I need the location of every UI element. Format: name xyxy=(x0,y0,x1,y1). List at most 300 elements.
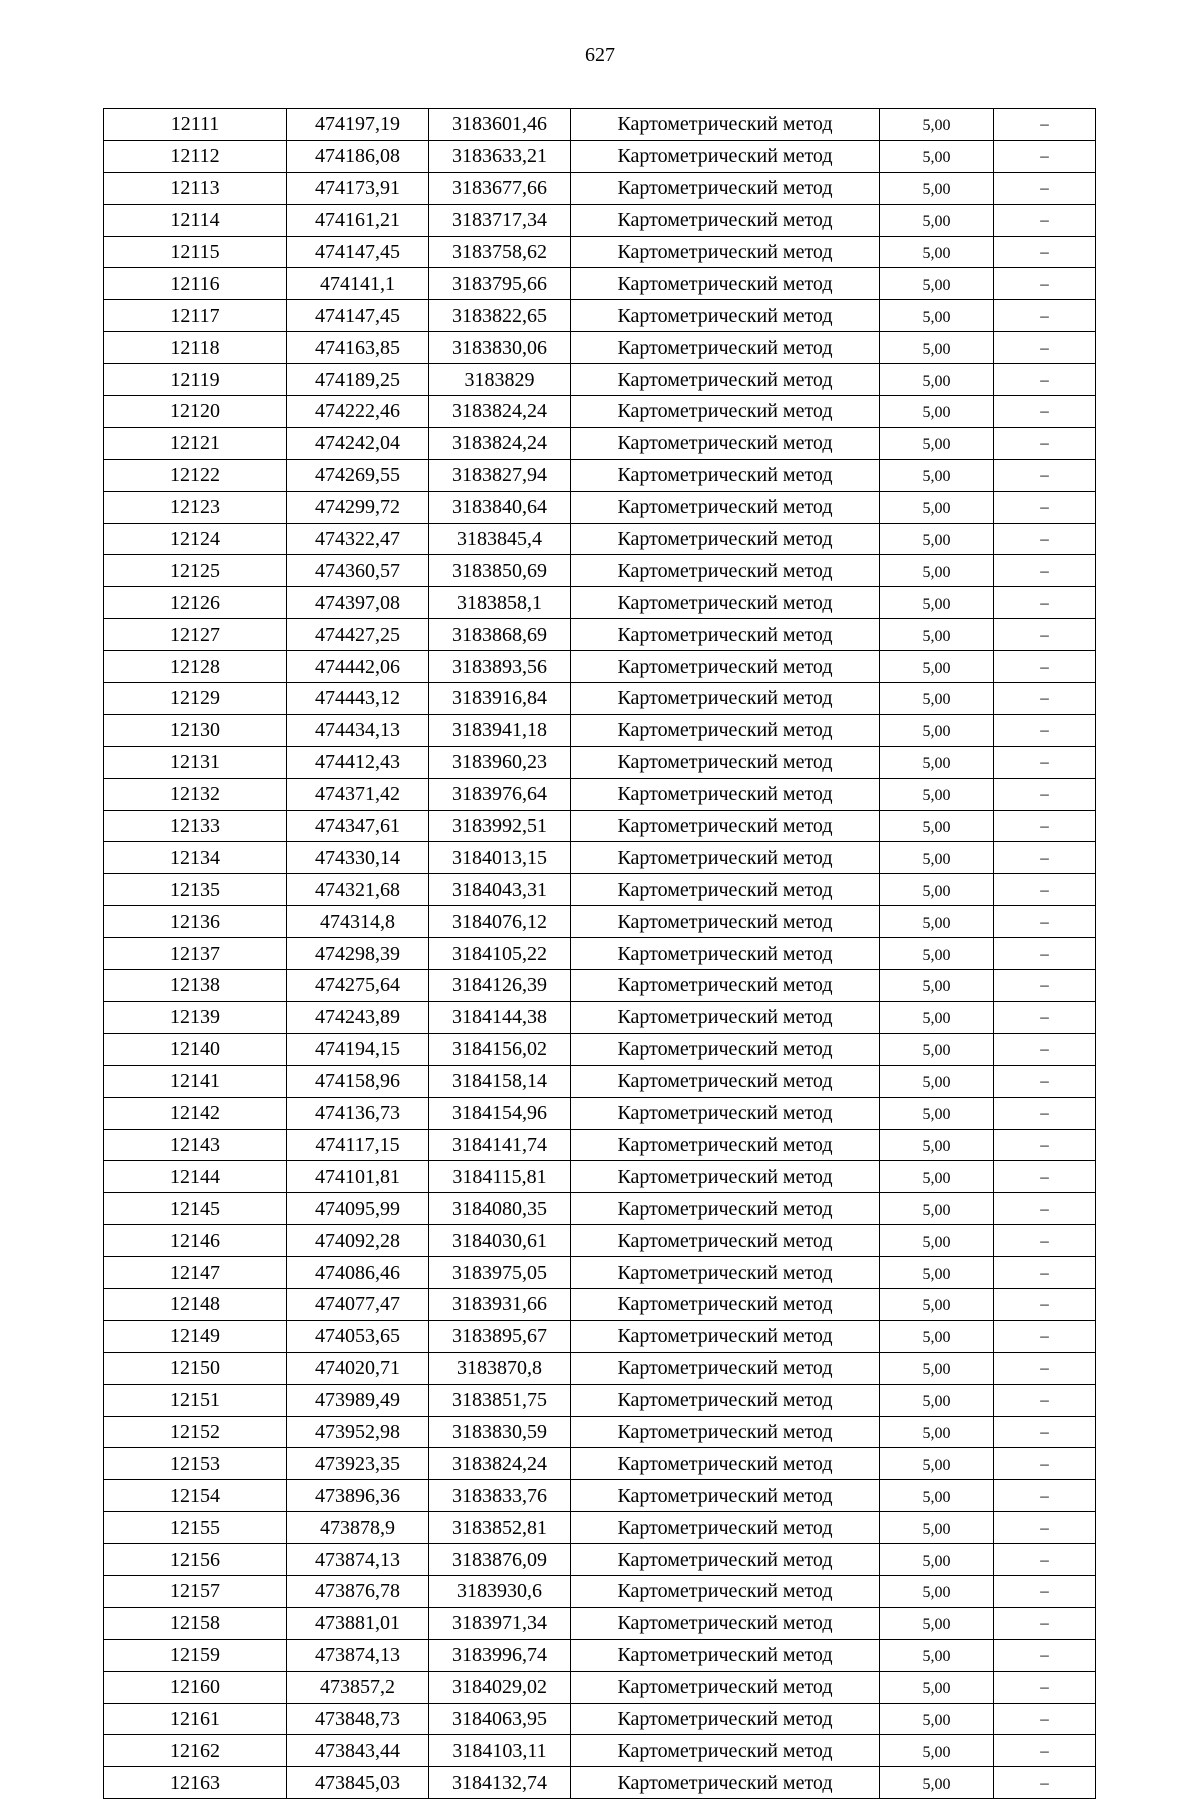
dash-cell: – xyxy=(994,172,1096,204)
method-cell: Картометрический метод xyxy=(571,587,880,619)
table-row xyxy=(104,491,1096,523)
accuracy-cell: 5,00 xyxy=(880,523,994,555)
method-cell: Картометрический метод xyxy=(571,1512,880,1544)
x-coordinate-cell: 474101,81 xyxy=(287,1161,429,1193)
dash-cell: – xyxy=(994,1129,1096,1161)
y-coordinate-cell: 3184076,12 xyxy=(429,906,571,938)
method-cell: Картометрический метод xyxy=(571,1097,880,1129)
table-row xyxy=(104,906,1096,938)
point-number-cell: 12146 xyxy=(104,1225,287,1257)
point-number-cell: 12114 xyxy=(104,204,287,236)
x-coordinate-cell: 474163,85 xyxy=(287,332,429,364)
y-coordinate-cell: 3183850,69 xyxy=(429,555,571,587)
dash-cell: – xyxy=(994,1703,1096,1735)
dash-cell: – xyxy=(994,778,1096,810)
point-number-cell: 12162 xyxy=(104,1735,287,1767)
dash-cell: – xyxy=(994,268,1096,300)
method-cell: Картометрический метод xyxy=(571,842,880,874)
dash-cell: – xyxy=(994,1448,1096,1480)
y-coordinate-cell: 3183931,66 xyxy=(429,1288,571,1320)
x-coordinate-cell: 474147,45 xyxy=(287,236,429,268)
dash-cell: – xyxy=(994,1320,1096,1352)
table-row xyxy=(104,619,1096,651)
x-coordinate-cell: 473874,13 xyxy=(287,1639,429,1671)
table-row xyxy=(104,810,1096,842)
x-coordinate-cell: 474275,64 xyxy=(287,970,429,1002)
y-coordinate-cell: 3183840,64 xyxy=(429,491,571,523)
method-cell: Картометрический метод xyxy=(571,1639,880,1671)
accuracy-cell: 5,00 xyxy=(880,1161,994,1193)
point-number-cell: 12111 xyxy=(104,109,287,141)
method-cell: Картометрический метод xyxy=(571,1193,880,1225)
y-coordinate-cell: 3184105,22 xyxy=(429,938,571,970)
x-coordinate-cell: 474092,28 xyxy=(287,1225,429,1257)
y-coordinate-cell: 3183824,24 xyxy=(429,427,571,459)
table-row xyxy=(104,268,1096,300)
accuracy-cell: 5,00 xyxy=(880,491,994,523)
point-number-cell: 12139 xyxy=(104,1001,287,1033)
dash-cell: – xyxy=(994,427,1096,459)
point-number-cell: 12130 xyxy=(104,714,287,746)
y-coordinate-cell: 3183876,09 xyxy=(429,1544,571,1576)
x-coordinate-cell: 474095,99 xyxy=(287,1193,429,1225)
x-coordinate-cell: 474434,13 xyxy=(287,714,429,746)
method-cell: Картометрический метод xyxy=(571,300,880,332)
accuracy-cell: 5,00 xyxy=(880,459,994,491)
method-cell: Картометрический метод xyxy=(571,1225,880,1257)
dash-cell: – xyxy=(994,810,1096,842)
table-row xyxy=(104,938,1096,970)
method-cell: Картометрический метод xyxy=(571,938,880,970)
accuracy-cell: 5,00 xyxy=(880,1639,994,1671)
y-coordinate-cell: 3183893,56 xyxy=(429,651,571,683)
accuracy-cell: 5,00 xyxy=(880,1320,994,1352)
y-coordinate-cell: 3183824,24 xyxy=(429,1448,571,1480)
table-row xyxy=(104,587,1096,619)
method-cell: Картометрический метод xyxy=(571,427,880,459)
point-number-cell: 12118 xyxy=(104,332,287,364)
table-row xyxy=(104,970,1096,1002)
x-coordinate-cell: 474360,57 xyxy=(287,555,429,587)
dash-cell: – xyxy=(994,1288,1096,1320)
dash-cell: – xyxy=(994,396,1096,428)
dash-cell: – xyxy=(994,842,1096,874)
dash-cell: – xyxy=(994,1767,1096,1799)
dash-cell: – xyxy=(994,938,1096,970)
point-number-cell: 12163 xyxy=(104,1767,287,1799)
point-number-cell: 12132 xyxy=(104,778,287,810)
y-coordinate-cell: 3183858,1 xyxy=(429,587,571,619)
dash-cell: – xyxy=(994,1575,1096,1607)
accuracy-cell: 5,00 xyxy=(880,651,994,683)
x-coordinate-cell: 474269,55 xyxy=(287,459,429,491)
x-coordinate-cell: 474053,65 xyxy=(287,1320,429,1352)
table-row xyxy=(104,332,1096,364)
method-cell: Картометрический метод xyxy=(571,746,880,778)
dash-cell: – xyxy=(994,1735,1096,1767)
x-coordinate-cell: 474020,71 xyxy=(287,1352,429,1384)
dash-cell: – xyxy=(994,1193,1096,1225)
table-row xyxy=(104,1097,1096,1129)
coordinates-table xyxy=(103,108,1096,1799)
x-coordinate-cell: 474189,25 xyxy=(287,364,429,396)
table-row xyxy=(104,364,1096,396)
page-number: 627 xyxy=(585,44,615,66)
table-row xyxy=(104,1575,1096,1607)
dash-cell: – xyxy=(994,236,1096,268)
y-coordinate-cell: 3183822,65 xyxy=(429,300,571,332)
table-row xyxy=(104,396,1096,428)
point-number-cell: 12142 xyxy=(104,1097,287,1129)
table-row xyxy=(104,1671,1096,1703)
table-row xyxy=(104,236,1096,268)
accuracy-cell: 5,00 xyxy=(880,1352,994,1384)
point-number-cell: 12161 xyxy=(104,1703,287,1735)
point-number-cell: 12137 xyxy=(104,938,287,970)
dash-cell: – xyxy=(994,683,1096,715)
accuracy-cell: 5,00 xyxy=(880,1544,994,1576)
dash-cell: – xyxy=(994,1544,1096,1576)
method-cell: Картометрический метод xyxy=(571,1607,880,1639)
table-row xyxy=(104,714,1096,746)
point-number-cell: 12160 xyxy=(104,1671,287,1703)
point-number-cell: 12158 xyxy=(104,1607,287,1639)
x-coordinate-cell: 474242,04 xyxy=(287,427,429,459)
table-row xyxy=(104,1703,1096,1735)
accuracy-cell: 5,00 xyxy=(880,204,994,236)
y-coordinate-cell: 3183795,66 xyxy=(429,268,571,300)
method-cell: Картометрический метод xyxy=(571,1129,880,1161)
point-number-cell: 12147 xyxy=(104,1257,287,1289)
accuracy-cell: 5,00 xyxy=(880,1225,994,1257)
method-cell: Картометрический метод xyxy=(571,1544,880,1576)
x-coordinate-cell: 474321,68 xyxy=(287,874,429,906)
method-cell: Картометрический метод xyxy=(571,268,880,300)
dash-cell: – xyxy=(994,1512,1096,1544)
dash-cell: – xyxy=(994,1639,1096,1671)
method-cell: Картометрический метод xyxy=(571,1033,880,1065)
accuracy-cell: 5,00 xyxy=(880,1512,994,1544)
x-coordinate-cell: 473881,01 xyxy=(287,1607,429,1639)
point-number-cell: 12134 xyxy=(104,842,287,874)
accuracy-cell: 5,00 xyxy=(880,619,994,651)
y-coordinate-cell: 3183916,84 xyxy=(429,683,571,715)
dash-cell: – xyxy=(994,1352,1096,1384)
method-cell: Картометрический метод xyxy=(571,1703,880,1735)
table-row xyxy=(104,140,1096,172)
dash-cell: – xyxy=(994,874,1096,906)
accuracy-cell: 5,00 xyxy=(880,555,994,587)
dash-cell: – xyxy=(994,204,1096,236)
point-number-cell: 12141 xyxy=(104,1065,287,1097)
x-coordinate-cell: 474330,14 xyxy=(287,842,429,874)
point-number-cell: 12117 xyxy=(104,300,287,332)
table-row xyxy=(104,1639,1096,1671)
method-cell: Картометрический метод xyxy=(571,1448,880,1480)
table-row xyxy=(104,683,1096,715)
method-cell: Картометрический метод xyxy=(571,1575,880,1607)
method-cell: Картометрический метод xyxy=(571,109,880,141)
method-cell: Картометрический метод xyxy=(571,1735,880,1767)
method-cell: Картометрический метод xyxy=(571,874,880,906)
y-coordinate-cell: 3183992,51 xyxy=(429,810,571,842)
y-coordinate-cell: 3183852,81 xyxy=(429,1512,571,1544)
y-coordinate-cell: 3184103,11 xyxy=(429,1735,571,1767)
point-number-cell: 12152 xyxy=(104,1416,287,1448)
method-cell: Картометрический метод xyxy=(571,236,880,268)
dash-cell: – xyxy=(994,1001,1096,1033)
method-cell: Картометрический метод xyxy=(571,1767,880,1799)
x-coordinate-cell: 473874,13 xyxy=(287,1544,429,1576)
accuracy-cell: 5,00 xyxy=(880,970,994,1002)
method-cell: Картометрический метод xyxy=(571,172,880,204)
table-row xyxy=(104,1512,1096,1544)
dash-cell: – xyxy=(994,1416,1096,1448)
accuracy-cell: 5,00 xyxy=(880,938,994,970)
table-row xyxy=(104,1416,1096,1448)
point-number-cell: 12136 xyxy=(104,906,287,938)
dash-cell: – xyxy=(994,300,1096,332)
point-number-cell: 12125 xyxy=(104,555,287,587)
method-cell: Картометрический метод xyxy=(571,491,880,523)
accuracy-cell: 5,00 xyxy=(880,778,994,810)
point-number-cell: 12151 xyxy=(104,1384,287,1416)
table-row xyxy=(104,1320,1096,1352)
x-coordinate-cell: 474186,08 xyxy=(287,140,429,172)
point-number-cell: 12121 xyxy=(104,427,287,459)
y-coordinate-cell: 3183996,74 xyxy=(429,1639,571,1671)
point-number-cell: 12120 xyxy=(104,396,287,428)
y-coordinate-cell: 3184063,95 xyxy=(429,1703,571,1735)
method-cell: Картометрический метод xyxy=(571,459,880,491)
point-number-cell: 12157 xyxy=(104,1575,287,1607)
x-coordinate-cell: 473952,98 xyxy=(287,1416,429,1448)
y-coordinate-cell: 3183960,23 xyxy=(429,746,571,778)
accuracy-cell: 5,00 xyxy=(880,1065,994,1097)
x-coordinate-cell: 474117,15 xyxy=(287,1129,429,1161)
point-number-cell: 12144 xyxy=(104,1161,287,1193)
y-coordinate-cell: 3183895,67 xyxy=(429,1320,571,1352)
dash-cell: – xyxy=(994,1671,1096,1703)
point-number-cell: 12143 xyxy=(104,1129,287,1161)
x-coordinate-cell: 474427,25 xyxy=(287,619,429,651)
point-number-cell: 12112 xyxy=(104,140,287,172)
method-cell: Картометрический метод xyxy=(571,683,880,715)
accuracy-cell: 5,00 xyxy=(880,746,994,778)
table-row xyxy=(104,874,1096,906)
table-row xyxy=(104,1225,1096,1257)
accuracy-cell: 5,00 xyxy=(880,1480,994,1512)
method-cell: Картометрический метод xyxy=(571,1384,880,1416)
table-row xyxy=(104,1480,1096,1512)
point-number-cell: 12113 xyxy=(104,172,287,204)
point-number-cell: 12159 xyxy=(104,1639,287,1671)
y-coordinate-cell: 3184156,02 xyxy=(429,1033,571,1065)
table-row xyxy=(104,555,1096,587)
accuracy-cell: 5,00 xyxy=(880,1097,994,1129)
dash-cell: – xyxy=(994,1097,1096,1129)
table-row xyxy=(104,1544,1096,1576)
accuracy-cell: 5,00 xyxy=(880,236,994,268)
method-cell: Картометрический метод xyxy=(571,332,880,364)
table-row xyxy=(104,109,1096,141)
y-coordinate-cell: 3183677,66 xyxy=(429,172,571,204)
y-coordinate-cell: 3184144,38 xyxy=(429,1001,571,1033)
y-coordinate-cell: 3183824,24 xyxy=(429,396,571,428)
y-coordinate-cell: 3183830,06 xyxy=(429,332,571,364)
method-cell: Картометрический метод xyxy=(571,1480,880,1512)
table-row xyxy=(104,427,1096,459)
y-coordinate-cell: 3183830,59 xyxy=(429,1416,571,1448)
x-coordinate-cell: 474161,21 xyxy=(287,204,429,236)
table-row xyxy=(104,1001,1096,1033)
accuracy-cell: 5,00 xyxy=(880,906,994,938)
table-row xyxy=(104,1607,1096,1639)
y-coordinate-cell: 3184080,35 xyxy=(429,1193,571,1225)
table-row xyxy=(104,1767,1096,1799)
dash-cell: – xyxy=(994,459,1096,491)
method-cell: Картометрический метод xyxy=(571,1257,880,1289)
table-row xyxy=(104,204,1096,236)
point-number-cell: 12138 xyxy=(104,970,287,1002)
y-coordinate-cell: 3184029,02 xyxy=(429,1671,571,1703)
y-coordinate-cell: 3183851,75 xyxy=(429,1384,571,1416)
point-number-cell: 12122 xyxy=(104,459,287,491)
dash-cell: – xyxy=(994,364,1096,396)
x-coordinate-cell: 474243,89 xyxy=(287,1001,429,1033)
method-cell: Картометрический метод xyxy=(571,1416,880,1448)
coordinates-table-body xyxy=(104,109,1096,1799)
y-coordinate-cell: 3183868,69 xyxy=(429,619,571,651)
point-number-cell: 12131 xyxy=(104,746,287,778)
dash-cell: – xyxy=(994,523,1096,555)
method-cell: Картометрический метод xyxy=(571,1161,880,1193)
method-cell: Картометрический метод xyxy=(571,778,880,810)
dash-cell: – xyxy=(994,746,1096,778)
x-coordinate-cell: 474298,39 xyxy=(287,938,429,970)
x-coordinate-cell: 473848,73 xyxy=(287,1703,429,1735)
table-row xyxy=(104,1257,1096,1289)
method-cell: Картометрический метод xyxy=(571,906,880,938)
point-number-cell: 12145 xyxy=(104,1193,287,1225)
x-coordinate-cell: 473896,36 xyxy=(287,1480,429,1512)
x-coordinate-cell: 474077,47 xyxy=(287,1288,429,1320)
method-cell: Картометрический метод xyxy=(571,140,880,172)
y-coordinate-cell: 3183833,76 xyxy=(429,1480,571,1512)
x-coordinate-cell: 474222,46 xyxy=(287,396,429,428)
x-coordinate-cell: 474194,15 xyxy=(287,1033,429,1065)
dash-cell: – xyxy=(994,1607,1096,1639)
x-coordinate-cell: 474371,42 xyxy=(287,778,429,810)
accuracy-cell: 5,00 xyxy=(880,109,994,141)
accuracy-cell: 5,00 xyxy=(880,396,994,428)
dash-cell: – xyxy=(994,906,1096,938)
accuracy-cell: 5,00 xyxy=(880,1575,994,1607)
accuracy-cell: 5,00 xyxy=(880,1384,994,1416)
accuracy-cell: 5,00 xyxy=(880,1001,994,1033)
accuracy-cell: 5,00 xyxy=(880,1607,994,1639)
method-cell: Картометрический метод xyxy=(571,714,880,746)
y-coordinate-cell: 3184126,39 xyxy=(429,970,571,1002)
point-number-cell: 12149 xyxy=(104,1320,287,1352)
y-coordinate-cell: 3184115,81 xyxy=(429,1161,571,1193)
table-row xyxy=(104,842,1096,874)
table-row xyxy=(104,1129,1096,1161)
y-coordinate-cell: 3183601,46 xyxy=(429,109,571,141)
x-coordinate-cell: 473878,9 xyxy=(287,1512,429,1544)
x-coordinate-cell: 474147,45 xyxy=(287,300,429,332)
point-number-cell: 12126 xyxy=(104,587,287,619)
dash-cell: – xyxy=(994,491,1096,523)
method-cell: Картометрический метод xyxy=(571,523,880,555)
x-coordinate-cell: 474322,47 xyxy=(287,523,429,555)
accuracy-cell: 5,00 xyxy=(880,1703,994,1735)
point-number-cell: 12150 xyxy=(104,1352,287,1384)
point-number-cell: 12156 xyxy=(104,1544,287,1576)
accuracy-cell: 5,00 xyxy=(880,1193,994,1225)
method-cell: Картометрический метод xyxy=(571,396,880,428)
table-row xyxy=(104,523,1096,555)
dash-cell: – xyxy=(994,140,1096,172)
dash-cell: – xyxy=(994,651,1096,683)
y-coordinate-cell: 3184154,96 xyxy=(429,1097,571,1129)
y-coordinate-cell: 3184141,74 xyxy=(429,1129,571,1161)
point-number-cell: 12116 xyxy=(104,268,287,300)
dash-cell: – xyxy=(994,1161,1096,1193)
y-coordinate-cell: 3184158,14 xyxy=(429,1065,571,1097)
table-row xyxy=(104,172,1096,204)
accuracy-cell: 5,00 xyxy=(880,842,994,874)
y-coordinate-cell: 3183633,21 xyxy=(429,140,571,172)
dash-cell: – xyxy=(994,619,1096,651)
method-cell: Картометрический метод xyxy=(571,810,880,842)
y-coordinate-cell: 3183976,64 xyxy=(429,778,571,810)
x-coordinate-cell: 473843,44 xyxy=(287,1735,429,1767)
table-row xyxy=(104,459,1096,491)
x-coordinate-cell: 474086,46 xyxy=(287,1257,429,1289)
point-number-cell: 12148 xyxy=(104,1288,287,1320)
y-coordinate-cell: 3183829 xyxy=(429,364,571,396)
x-coordinate-cell: 474314,8 xyxy=(287,906,429,938)
accuracy-cell: 5,00 xyxy=(880,1671,994,1703)
accuracy-cell: 5,00 xyxy=(880,332,994,364)
method-cell: Картометрический метод xyxy=(571,1352,880,1384)
method-cell: Картометрический метод xyxy=(571,1288,880,1320)
dash-cell: – xyxy=(994,555,1096,587)
table-row xyxy=(104,1161,1096,1193)
table-row xyxy=(104,1288,1096,1320)
point-number-cell: 12119 xyxy=(104,364,287,396)
table-row xyxy=(104,1065,1096,1097)
y-coordinate-cell: 3183941,18 xyxy=(429,714,571,746)
accuracy-cell: 5,00 xyxy=(880,1257,994,1289)
method-cell: Картометрический метод xyxy=(571,651,880,683)
x-coordinate-cell: 474197,19 xyxy=(287,109,429,141)
y-coordinate-cell: 3184132,74 xyxy=(429,1767,571,1799)
method-cell: Картометрический метод xyxy=(571,555,880,587)
y-coordinate-cell: 3184013,15 xyxy=(429,842,571,874)
accuracy-cell: 5,00 xyxy=(880,172,994,204)
point-number-cell: 12133 xyxy=(104,810,287,842)
table-row xyxy=(104,746,1096,778)
x-coordinate-cell: 473989,49 xyxy=(287,1384,429,1416)
y-coordinate-cell: 3183870,8 xyxy=(429,1352,571,1384)
accuracy-cell: 5,00 xyxy=(880,1448,994,1480)
table-row xyxy=(104,1448,1096,1480)
y-coordinate-cell: 3183971,34 xyxy=(429,1607,571,1639)
method-cell: Картометрический метод xyxy=(571,970,880,1002)
dash-cell: – xyxy=(994,1225,1096,1257)
